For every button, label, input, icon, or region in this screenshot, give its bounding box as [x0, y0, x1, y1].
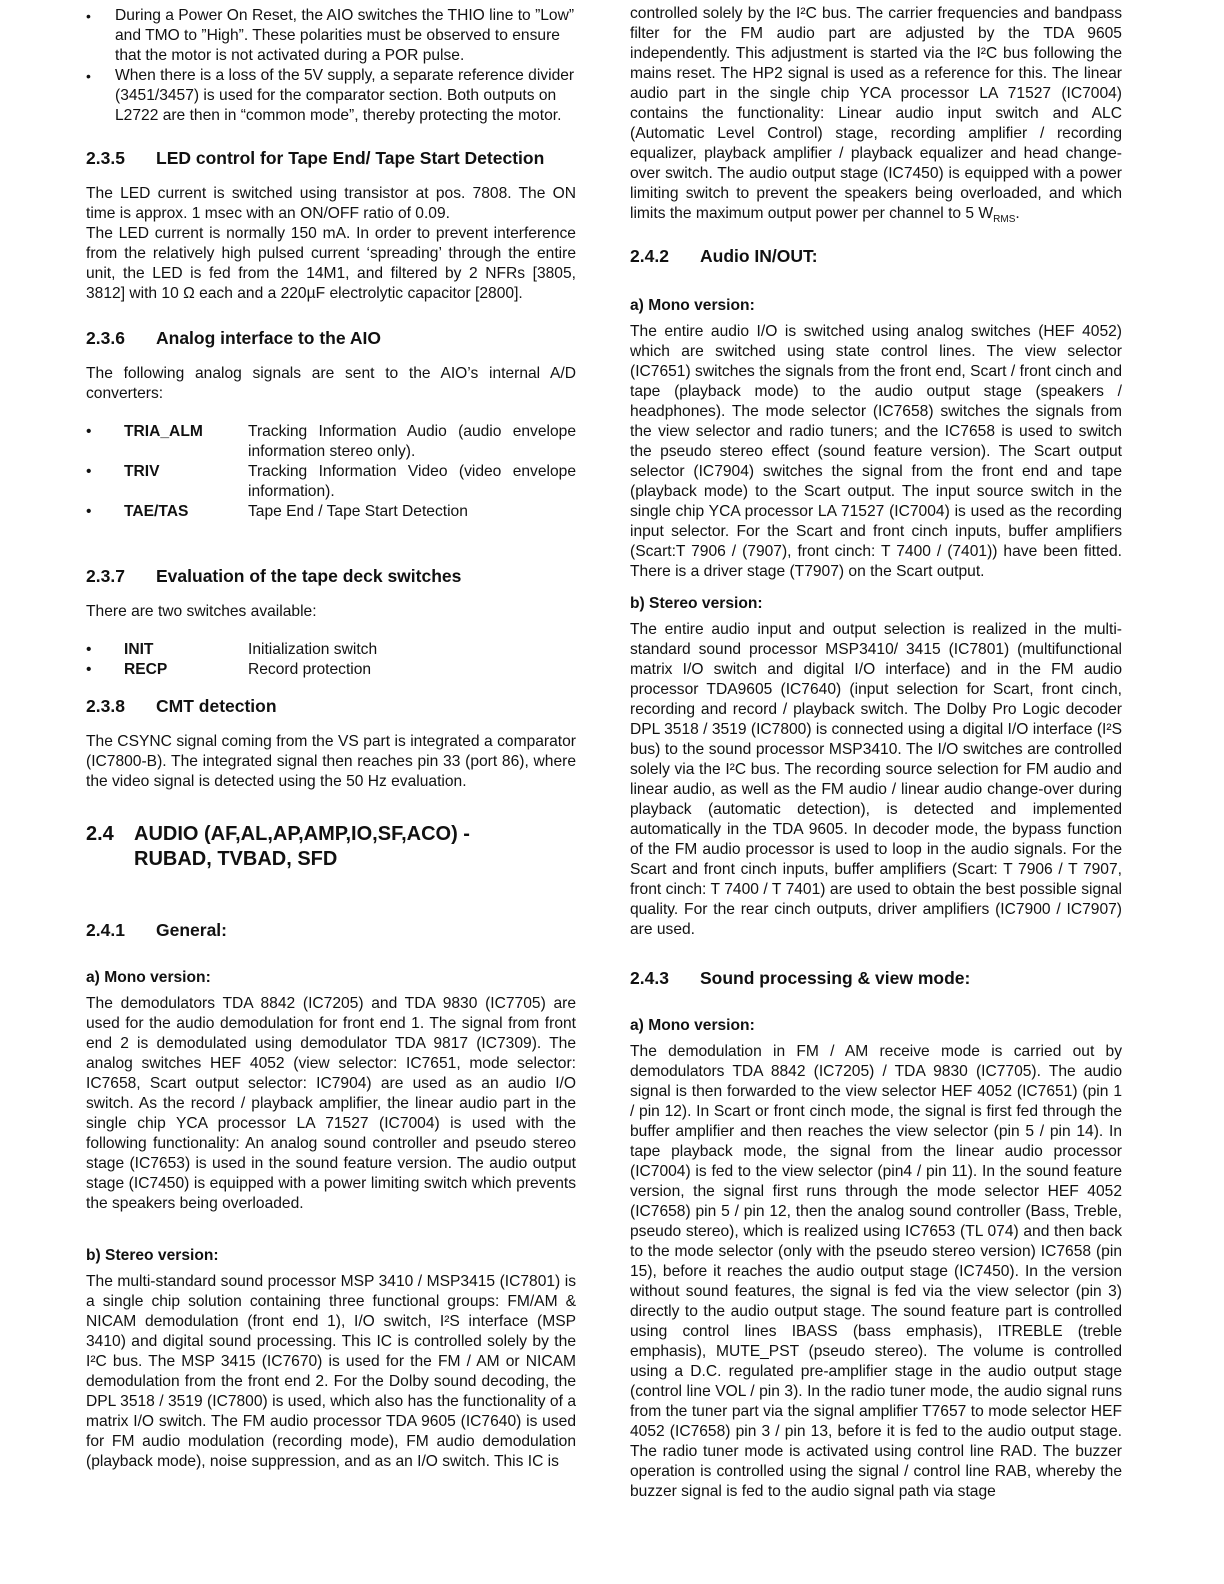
- switch-name: INIT: [124, 641, 154, 658]
- section-2-4-1-heading: [86, 918, 576, 942]
- rms-subscript: RMS: [993, 214, 1016, 226]
- intro-bullet-list: [86, 6, 576, 126]
- section-number: 2.4.2: [630, 246, 669, 266]
- bullet-glyph: •: [86, 503, 92, 520]
- bullet-glyph: •: [86, 661, 92, 678]
- analog-signal-list: [86, 422, 576, 522]
- signal-name: TAE/TAS: [124, 503, 189, 520]
- mono-version-heading: a) Mono version:: [86, 969, 211, 986]
- signal-name: TRIV: [124, 463, 160, 480]
- stereo-version-heading: b) Stereo version:: [630, 595, 763, 612]
- switch-description: Record protection: [248, 661, 372, 678]
- section-title: Analog interface to the AIO: [156, 328, 381, 348]
- section-2-3-6-paragraph: The following analog signals are sent to the AIO’s internal A/D converters:: [86, 365, 576, 402]
- continued-paragraph: [630, 4, 1122, 224]
- section-title-line-1: AUDIO (AF,AL,AP,AMP,IO,SF,ACO) -: [134, 823, 470, 845]
- signal-row: [86, 462, 576, 502]
- section-number: 2.4: [86, 823, 114, 845]
- section-2-3-8-paragraph: The CSYNC signal coming from the VS part is integrated a comparator (IC7800-B). The integrated signal then reaches pin 33 (port 86), where the video signal is detected using the 50 Hz evaluation.: [86, 733, 576, 790]
- signal-description: Tape End / Tape Start Detection: [248, 503, 468, 520]
- section-2-4-2-heading: [630, 244, 1122, 268]
- mono-version-heading: a) Mono version:: [630, 297, 755, 314]
- switch-name: RECP: [124, 661, 168, 678]
- section-2-4-3-heading: [630, 966, 1122, 990]
- left-column: [86, 0, 576, 1472]
- section-2-4-3-mono-text: The demodulation in FM / AM receive mode is carried out by demodulators TDA 8842 (IC7205) / TDA 9830 (IC7705). The audio signal is then forwarded to the view selector HEF 4052 (IC7651) (pin 1 / pin 12). In Scart or front cinch mode, the signal is first fed through the buffer amplifier and then reaches the view selector (pin 5 / pin 14). In tape playback mode, the signal from the linear audio processor (IC7004) is fed to the view selector (pin4 / pin 11). In the sound feature version, the signal first runs through the mode selector HEF 4052 (IC7658) pin 5 / pin 12, then the analog sound controller (Bass, Treble, pseudo stereo), which is realized using IC7653 (TL 074) and then back to the mode selector (only with the pseudo stereo version) IC7658 (pin 15), before it reaches the audio output stage (IC7450). In the version without sound features, the signal is fed via the view selector (pin 3) directly to the audio output stage. The sound feature part is controlled using control lines IBASS (bass emphasis), ITREBLE (treble emphasis), MUTE_PST (pseudo stereo). The volume is controlled using a D.C. regulated pre-amplifier stage in the audio output stage (control line VOL / pin 3). In the radio tuner mode, the audio signal runs from the tuner part via the signal amplifier T7657 to mode selector HEF 4052 (IC7658) pin 3 / pin 13, before it is fed to the audio output stage. The radio tuner mode is activated using control line RAD. The buzzer operation is controlled using the signal / control line RAB, whereby the buzzer signal is fed to the audio signal path via stage: [630, 1043, 1122, 1500]
- section-2-3-5-paragraph-1: The LED current is switched using transistor at pos. 7808. The ON time is approx. 1 msec with an ON/OFF ratio of 0.09.: [86, 185, 576, 222]
- signal-row: [86, 502, 576, 522]
- section-title: General:: [156, 920, 227, 940]
- signal-description: Tracking Information Video (video envelope information).: [248, 463, 576, 500]
- section-number: 2.3.6: [86, 328, 125, 348]
- section-title: CMT detection: [156, 696, 277, 716]
- bullet-glyph: •: [86, 463, 92, 480]
- signal-name: TRIA_ALM: [124, 423, 203, 440]
- continued-text-end: .: [1015, 205, 1020, 222]
- switch-row: [86, 640, 576, 660]
- section-number: 2.4.1: [86, 920, 125, 940]
- section-2-3-8-heading: [86, 694, 576, 718]
- section-title: Evaluation of the tape deck switches: [156, 566, 462, 586]
- mono-version-heading: a) Mono version:: [630, 1017, 755, 1034]
- continued-text: controlled solely by the I²C bus. The carrier frequencies and bandpass filter for the FM audio part are adjusted by the TDA 9605 independently. This adjustment is started via the I²C bus following the mains reset. The HP2 signal is used as a reference for this. The linear audio part in the single chip YCA processor LA 71527 (IC7004) contains the functionality: Linear audio input switch and ALC (Automatic Level Control) stage, recording amplifier / recording equalizer, playback amplifier / playback equalizer and head change-over switch. The audio output stage (IC7450) is equipped with a power limiting switch to prevent the speakers being overloaded, and which limits the maximum output power per channel to 5 W: [630, 5, 1122, 222]
- section-2-3-6-heading: [86, 326, 576, 350]
- section-2-3-5-paragraph-2: The LED current is normally 150 mA. In order to prevent interference from the relatively high pulsed current ‘spreading’ through the entire unit, the LED is fed from the 14M1, and filtered by 2 NFRs [3805, 3812] with 10 Ω each and a 220µF electrolytic capacitor [2800].: [86, 225, 576, 302]
- section-2-4-1-mono-text: The demodulators TDA 8842 (IC7205) and TDA 9830 (IC7705) are used for the audio demodulation for front end 1. The signal from front end 2 is demodulated using demodulator TDA 9817 (IC7309). The analog switches HEF 4052 (view selector: IC7651, mode selector: IC7658, Scart output selector: IC7904) are used as an audio I/O switch. As the record / playback amplifier, the linear audio part in the single chip YCA processor LA 71527 (IC7004) is used with the following functionality: An analog sound controller and pseudo stereo stage (IC7653) is used in the sound feature version. The audio output stage (IC7450) is equipped with a power limiting switch which prevents the speakers being overloaded.: [86, 995, 576, 1212]
- intro-bullet-5v-loss: • When there is a loss of the 5V supply, a separate reference divider (3451/3457) is used for the comparator section. Both outputs on L2722 are then in “common mode”, thereby protecting the motor.: [86, 66, 576, 126]
- section-2-3-7-heading: [86, 564, 576, 588]
- section-title: [134, 822, 470, 872]
- section-2-3-5-heading: [86, 146, 576, 170]
- section-2-4-2-mono-text: The entire audio I/O is switched using analog switches (HEF 4052) which are switched using state control lines. The view selector (IC7651) switches the signals from the front end, Scart / front cinch and tape (playback mode) to the audio output stage (speakers / headphones). The mode selector (IC7658) switches the signals from the view selector and radio tuners; and the IC7658 is used to switch the pseudo stereo effect (sound feature version). The Scart output selector (IC7904) switches the signal from the front end and tape (playback mode) to the Scart output. The input source switch in the single chip YCA processor LA 71527 (IC7004) is used as the recording input selector. For the Scart and front cinch inputs, buffer amplifiers (Scart:T 7906 / (7907), front cinch: T 7400 / (7401)) have been fitted. There is a driver stage (T7907) on the Scart output.: [630, 323, 1122, 580]
- section-title: LED control for Tape End/ Tape Start Detection: [156, 148, 545, 168]
- section-title: Sound processing & view mode:: [700, 968, 971, 988]
- section-number: 2.3.8: [86, 696, 125, 716]
- switch-row: [86, 660, 576, 680]
- section-number: 2.4.3: [630, 968, 669, 988]
- section-2-4-2-stereo-text: The entire audio input and output selection is realized in the multi-standard sound processor MSP3410/ 3415 (IC7801) (multifunctional matrix I/O switch and digital I/O interface) and in the FM audio processor TDA9605 (IC7640) (input selection for Scart, front cinch, recording and record / playback switch. The Dolby Pro Logic decoder DPL 3518 / 3519 (IC7800) is connected using a digital I/O interface (I²S bus) to the sound processor MSP3410. The I/O switches are controlled solely via the I²C bus. The recording source selection for FM audio and linear audio, as well as the FM audio / linear audio change-over during playback (automatic detection), is detected and implemented automatically in the TDA 9605. In decoder mode, the bypass function of the FM audio processor is used to loop in the audio signals. For the Scart and front cinch inputs, buffer amplifiers (Scart: T 7906 / T 7907, front cinch: T 7400 / T 7401) are used to obtain the best possible signal quality. For the rear cinch outputs, driver amplifiers (IC7900 / IC7907) are used.: [630, 621, 1122, 938]
- bullet-glyph: •: [86, 641, 92, 658]
- stereo-version-heading: b) Stereo version:: [86, 1247, 219, 1264]
- intro-bullet-por: • During a Power On Reset, the AIO switches the THIO line to ”Low” and TMO to ”High”. These polarities must be observed to ensure that the motor is not activated during a POR pulse.: [86, 6, 576, 66]
- signal-description: Tracking Information Audio (audio envelope information stereo only).: [248, 423, 576, 460]
- section-title: Audio IN/OUT:: [700, 246, 818, 266]
- section-2-4-heading: [86, 822, 576, 872]
- section-2-3-7-paragraph: There are two switches available:: [86, 603, 317, 620]
- signal-row: [86, 422, 576, 462]
- section-number: 2.3.7: [86, 566, 125, 586]
- section-title-line-2: RUBAD, TVBAD, SFD: [134, 848, 338, 870]
- bullet-glyph: •: [86, 423, 92, 440]
- section-number: 2.3.5: [86, 148, 125, 168]
- tape-switch-list: [86, 640, 576, 680]
- right-column: [630, 0, 1122, 1502]
- section-2-4-1-stereo-text: The multi-standard sound processor MSP 3410 / MSP3415 (IC7801) is a single chip solution containing three functional groups: FM/AM & NICAM demodulation (front end 1), I/O switch, I²S interface (MSP 3410) and digital sound processing. This IC is controlled solely by the I²C bus. The MSP 3415 (IC7670) is used for the FM / AM or NICAM demodulation from the front end 2. For the Dolby sound decoding, the DPL 3518 / 3519 (IC7800) is used, which also has the functionality of a matrix I/O switch. The FM audio processor TDA 9605 (IC7640) is used for FM audio modulation (recording mode), FM audio demodulation (playback mode), noise suppression, and as an I/O switch. This IC is: [86, 1273, 576, 1470]
- switch-description: Initialization switch: [248, 641, 378, 658]
